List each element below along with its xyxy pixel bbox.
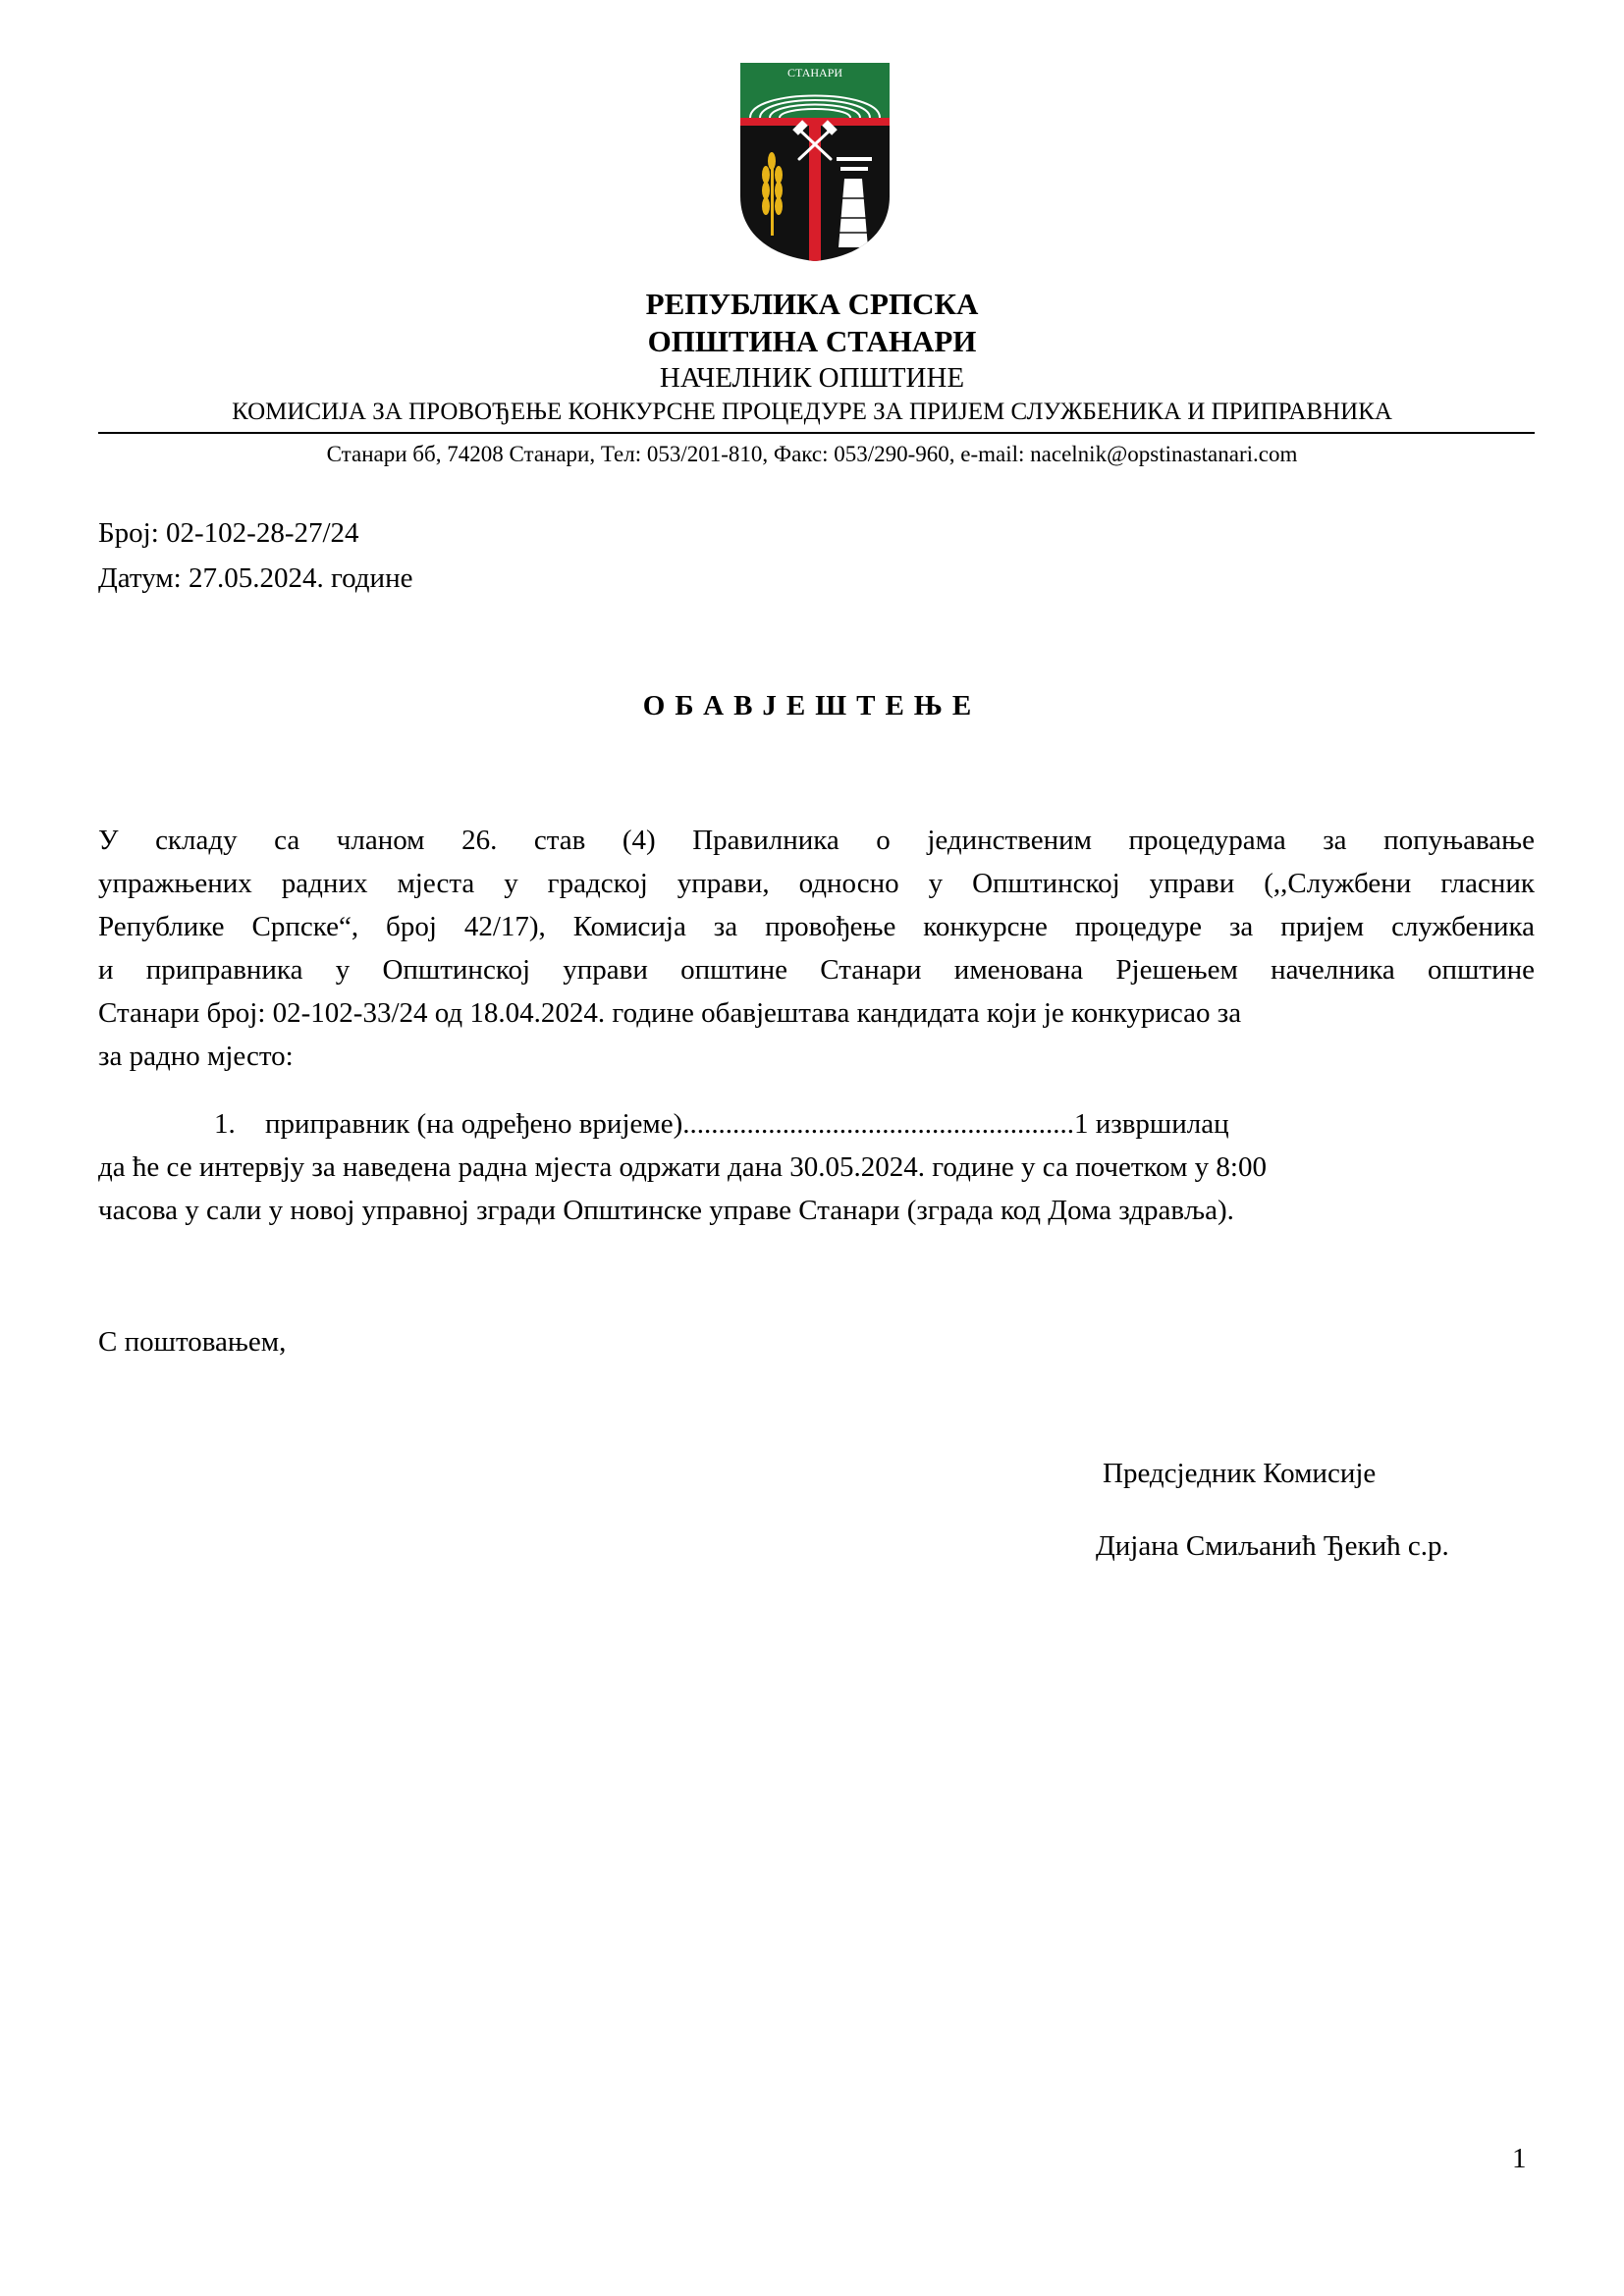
header-municipality: ОПШТИНА СТАНАРИ xyxy=(647,324,977,358)
list-item-text: приправник (на одређено вријеме).......................................................1 извршилац xyxy=(265,1108,1229,1140)
coat-of-arms-graphic xyxy=(738,61,892,263)
closing-salutation: С поштовањем, xyxy=(98,1326,287,1358)
coat-of-arms xyxy=(738,61,892,263)
header-commission: КОМИСИЈА ЗА ПРОВОЂЕЊЕ КОНКУРСНЕ ПРОЦЕДУРЕ ЗА ПРИЈЕМ СЛУЖБЕНИКА И ПРИПРАВНИКА xyxy=(232,399,1392,425)
paragraph-line: упражњених радних мјеста у градској управи, односно у Општинској управи (,,Службени гласник xyxy=(98,868,1535,899)
paragraph-line: за радно мјесто: xyxy=(98,1041,294,1072)
signature-role: Предсједник Комисије xyxy=(1103,1458,1377,1489)
paragraph-line: и приправника у Општинској управи општине Станари именована Рјешењем начелника општине xyxy=(98,954,1535,986)
paragraph-line: Станари број: 02-102-33/24 од 18.04.2024. године обавјештава кандидата који је конкурисао за xyxy=(98,997,1242,1029)
document-date: Датум: 27.05.2024. године xyxy=(98,562,413,594)
paragraph-line: Републике Српске“, број 42/17), Комисија за провођење конкурсне процедуре за пријем службеника xyxy=(98,911,1535,942)
header-republic: РЕПУБЛИКА СРПСКА xyxy=(645,287,979,321)
page-number: 1 xyxy=(1512,2143,1527,2174)
list-item-number: 1. xyxy=(214,1108,236,1140)
list-item xyxy=(214,1107,1229,1141)
interview-line: часова у сали у новој управној згради Општинске управе Станари (зграда код Дома здравља). xyxy=(98,1195,1234,1226)
paragraph-line: У складу са чланом 26. став (4) Правилника о јединственим процедурама за попуњавање xyxy=(98,825,1535,856)
interview-line: да ће се интервју за наведена радна мјеста одржати дана 30.05.2024. године у са почетком у 8:00 xyxy=(98,1151,1267,1183)
signature-name: Дијана Смиљанић Ђекић с.р. xyxy=(1096,1530,1449,1562)
header-mayor: НАЧЕЛНИК ОПШТИНЕ xyxy=(659,362,965,394)
body-paragraph xyxy=(98,819,1535,1078)
document-title: ОБАВЈЕШТЕЊЕ xyxy=(642,690,982,721)
document-number: Број: 02-102-28-27/24 xyxy=(98,517,359,549)
emblem-label: СТАНАРИ xyxy=(786,66,843,80)
header-divider xyxy=(98,432,1535,434)
header-contact: Станари бб, 74208 Станари, Тел: 053/201-810, Факс: 053/290-960, e-mail: nacelnik@opstinastanari.com xyxy=(326,442,1298,466)
